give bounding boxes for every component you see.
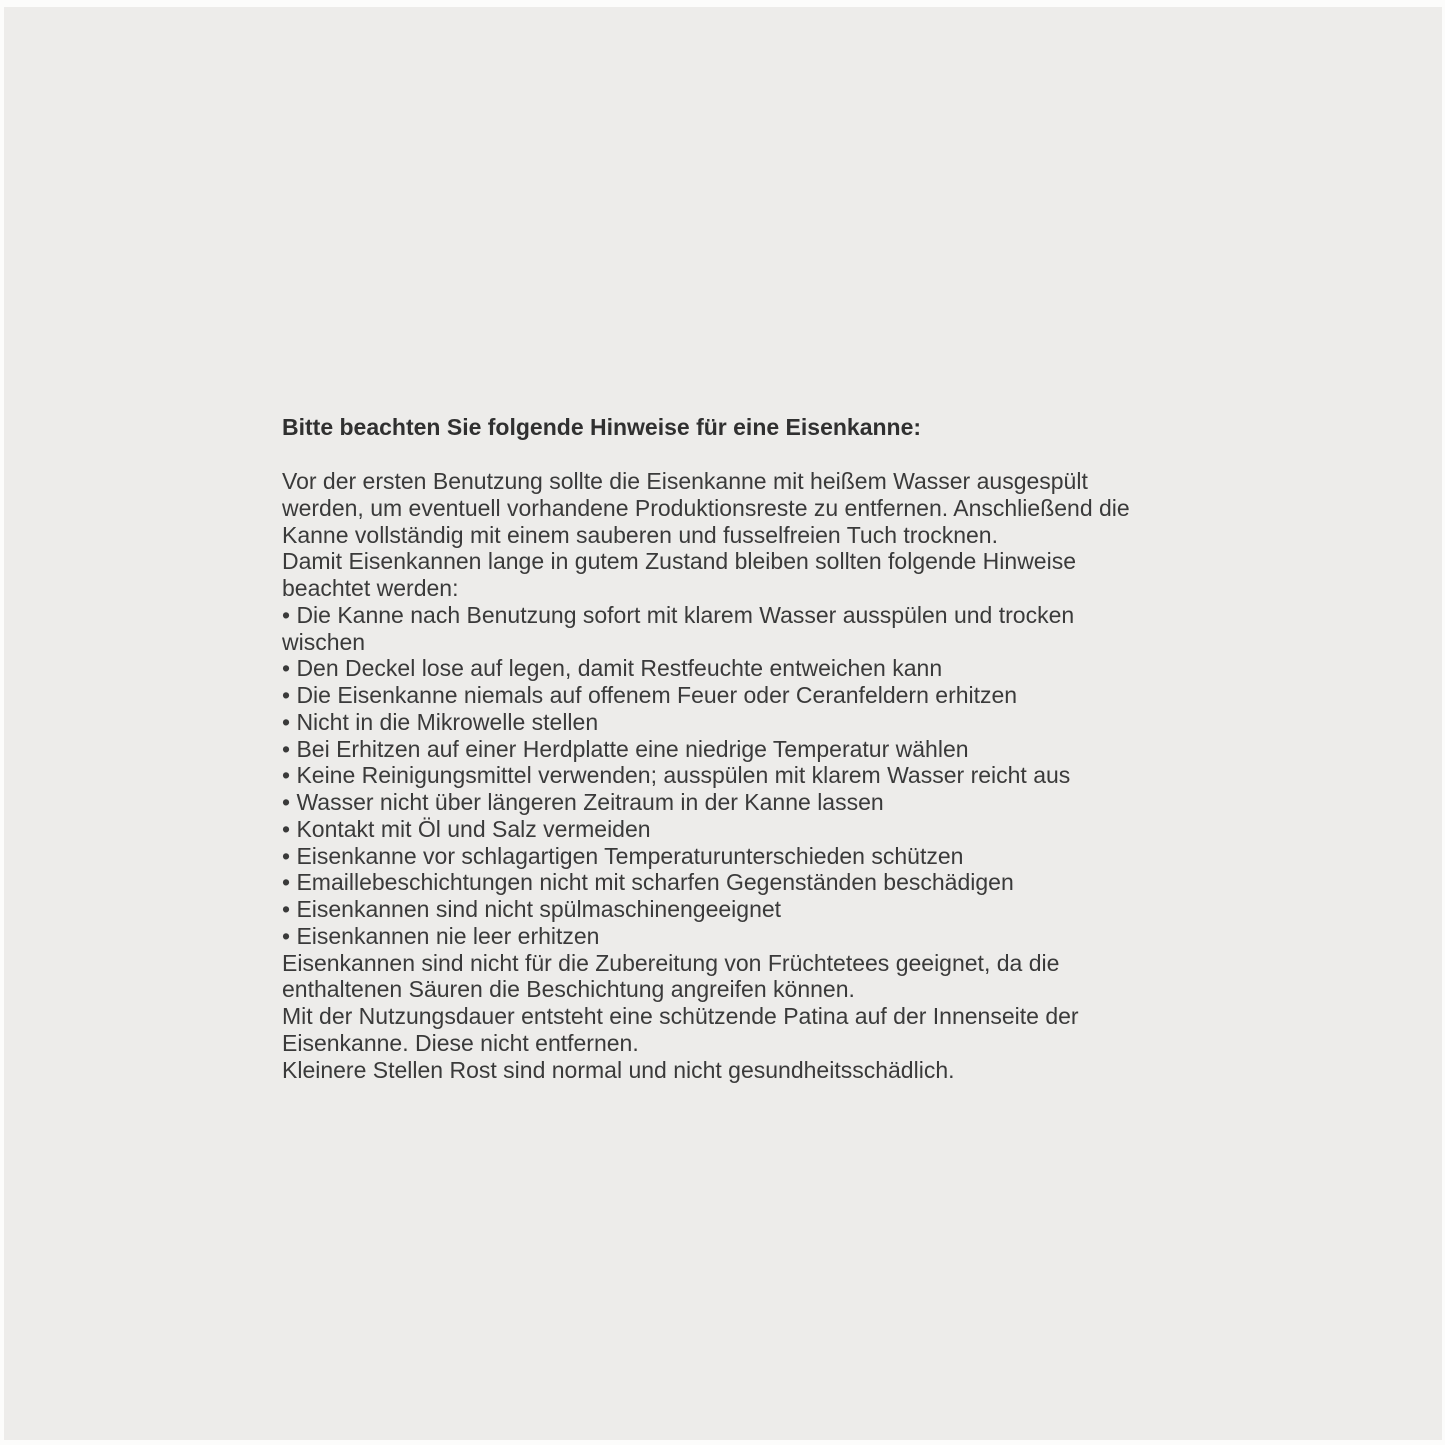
care-instruction-line: Kanne vollständig mit einem sauberen und fusselfreien Tuch trocknen. — [282, 521, 998, 548]
care-instruction-line: • Nicht in die Mikrowelle stellen — [282, 708, 599, 735]
care-instruction-line: • Keine Reinigungsmittel verwenden; ausspülen mit klarem Wasser reicht aus — [282, 762, 1071, 789]
care-instruction-line: Vor der ersten Benutzung sollte die Eisenkanne mit heißem Wasser ausgespült — [282, 468, 1088, 494]
care-instruction-line: • Bei Erhitzen auf einer Herdplatte eine niedrige Temperatur wählen — [282, 735, 969, 762]
care-instruction-line: • Den Deckel lose auf legen, damit Restfeuchte entweichen kann — [282, 655, 943, 682]
title-body-gap — [282, 441, 1182, 468]
care-instruction-line: wischen — [282, 628, 366, 655]
care-instruction-line: • Eisenkannen nie leer erhitzen — [282, 922, 600, 949]
care-instruction-line: beachtet werden: — [282, 575, 459, 601]
care-instruction-line: Eisenkanne. Diese nicht entfernen. — [282, 1029, 639, 1056]
care-instruction-line: Eisenkannen sind nicht für die Zubereitung von Früchtetees geeignet, da die — [282, 949, 1060, 976]
care-instructions — [282, 414, 1182, 1083]
care-instruction-line: • Kontakt mit Öl und Salz vermeiden — [282, 815, 651, 842]
care-instructions-title: Bitte beachten Sie folgende Hinweise für eine Eisenkanne: — [282, 414, 922, 440]
care-instruction-line: Damit Eisenkannen lange in gutem Zustand bleiben sollten folgende Hinweise — [282, 548, 1076, 575]
care-instruction-line: enthaltenen Säuren die Beschichtung angreifen können. — [282, 976, 855, 1003]
care-instruction-line: Kleinere Stellen Rost sind normal und nicht gesundheitsschädlich. — [282, 1056, 955, 1083]
care-instruction-line: werden, um eventuell vorhandene Produktionsreste zu entfernen. Anschließend die — [282, 494, 1130, 521]
care-instruction-line: • Eisenkannen sind nicht spülmaschinengeeignet — [282, 896, 782, 922]
care-instruction-line: • Emaillebeschichtungen nicht mit scharfen Gegenständen beschädigen — [282, 869, 1014, 896]
product-info-card — [4, 7, 1442, 1440]
care-instruction-line: Mit der Nutzungsdauer entsteht eine schützende Patina auf der Innenseite der — [282, 1003, 1079, 1029]
care-instruction-line: • Die Eisenkanne niemals auf offenem Feuer oder Ceranfeldern erhitzen — [282, 682, 1018, 708]
care-instruction-line: • Eisenkanne vor schlagartigen Temperaturunterschieden schützen — [282, 842, 964, 869]
care-instruction-line: • Wasser nicht über längeren Zeitraum in der Kanne lassen — [282, 789, 884, 815]
care-instructions-body — [282, 468, 1182, 1083]
care-instruction-line: • Die Kanne nach Benutzung sofort mit klarem Wasser ausspülen und trocken — [282, 601, 1075, 628]
